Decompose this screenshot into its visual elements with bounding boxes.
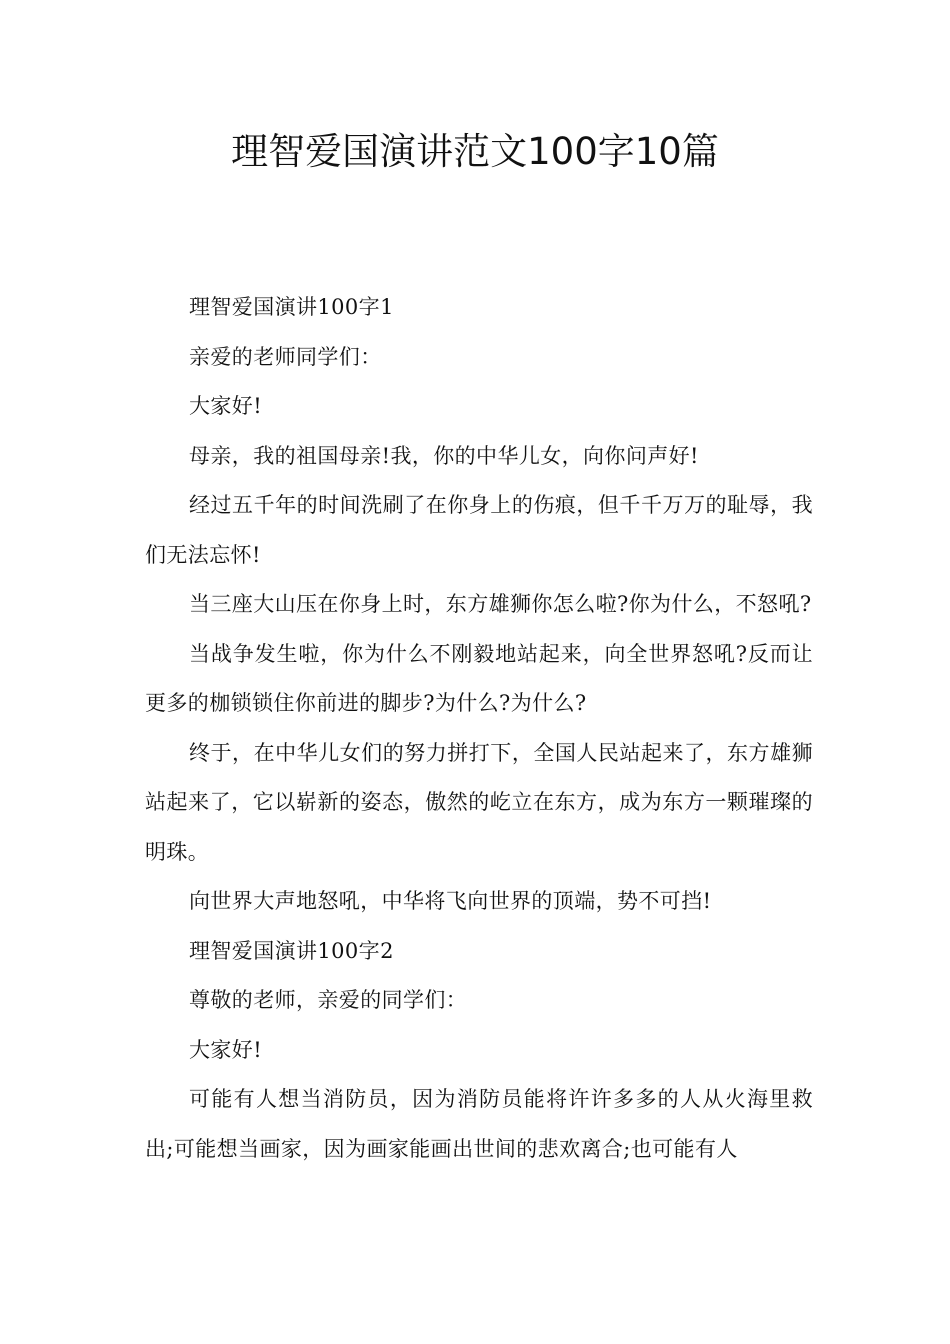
paragraph-text: 母亲，我的祖国母亲!我，你的中华儿女，向你问声好! <box>189 443 699 468</box>
document-title: 理智爱国演讲范文100字10篇 <box>231 130 719 173</box>
paragraph-text: 经过五千年的时间洗刷了在你身上的伤痕，但千千万万的耻辱，我们无法忘怀! <box>145 493 813 567</box>
paragraph-text: 可能有人想当消防员，因为消防员能将许许多多的人从火海里救出;可能想当画家，因为画家能画出世间的悲欢离合;也可能有人 <box>145 1087 813 1161</box>
paragraph-salutation: 亲爱的老师同学们： <box>189 344 382 369</box>
paragraph-speech-2-heading: 理智爱国演讲100字2 <box>189 938 394 963</box>
document-body <box>145 283 813 1174</box>
paragraph-text: 向世界大声地怒吼，中华将飞向世界的顶端，势不可挡! <box>189 889 712 913</box>
paragraph-salutation: 尊敬的老师，亲爱的同学们： <box>189 988 468 1012</box>
paragraph-speech-1-heading: 理智爱国演讲100字1 <box>189 295 394 319</box>
paragraph-greeting: 大家好! <box>189 394 263 418</box>
paragraph-text: 当三座大山压在你身上时，东方雄狮你怎么啦?你为什么，不怒吼? <box>189 592 812 616</box>
paragraph-text: 终于，在中华儿女们的努力拼打下，全国人民站起来了，东方雄狮站起来了，它以崭新的姿态，傲然的屹立在东方，成为东方一颗璀璨的明珠。 <box>145 740 813 864</box>
paragraph-text: 当战争发生啦，你为什么不刚毅地站起来，向全世界怒吼?反而让更多的枷锁锁住你前进的脚步?为什么?为什么? <box>145 641 813 715</box>
paragraph-greeting: 大家好! <box>189 1037 263 1062</box>
